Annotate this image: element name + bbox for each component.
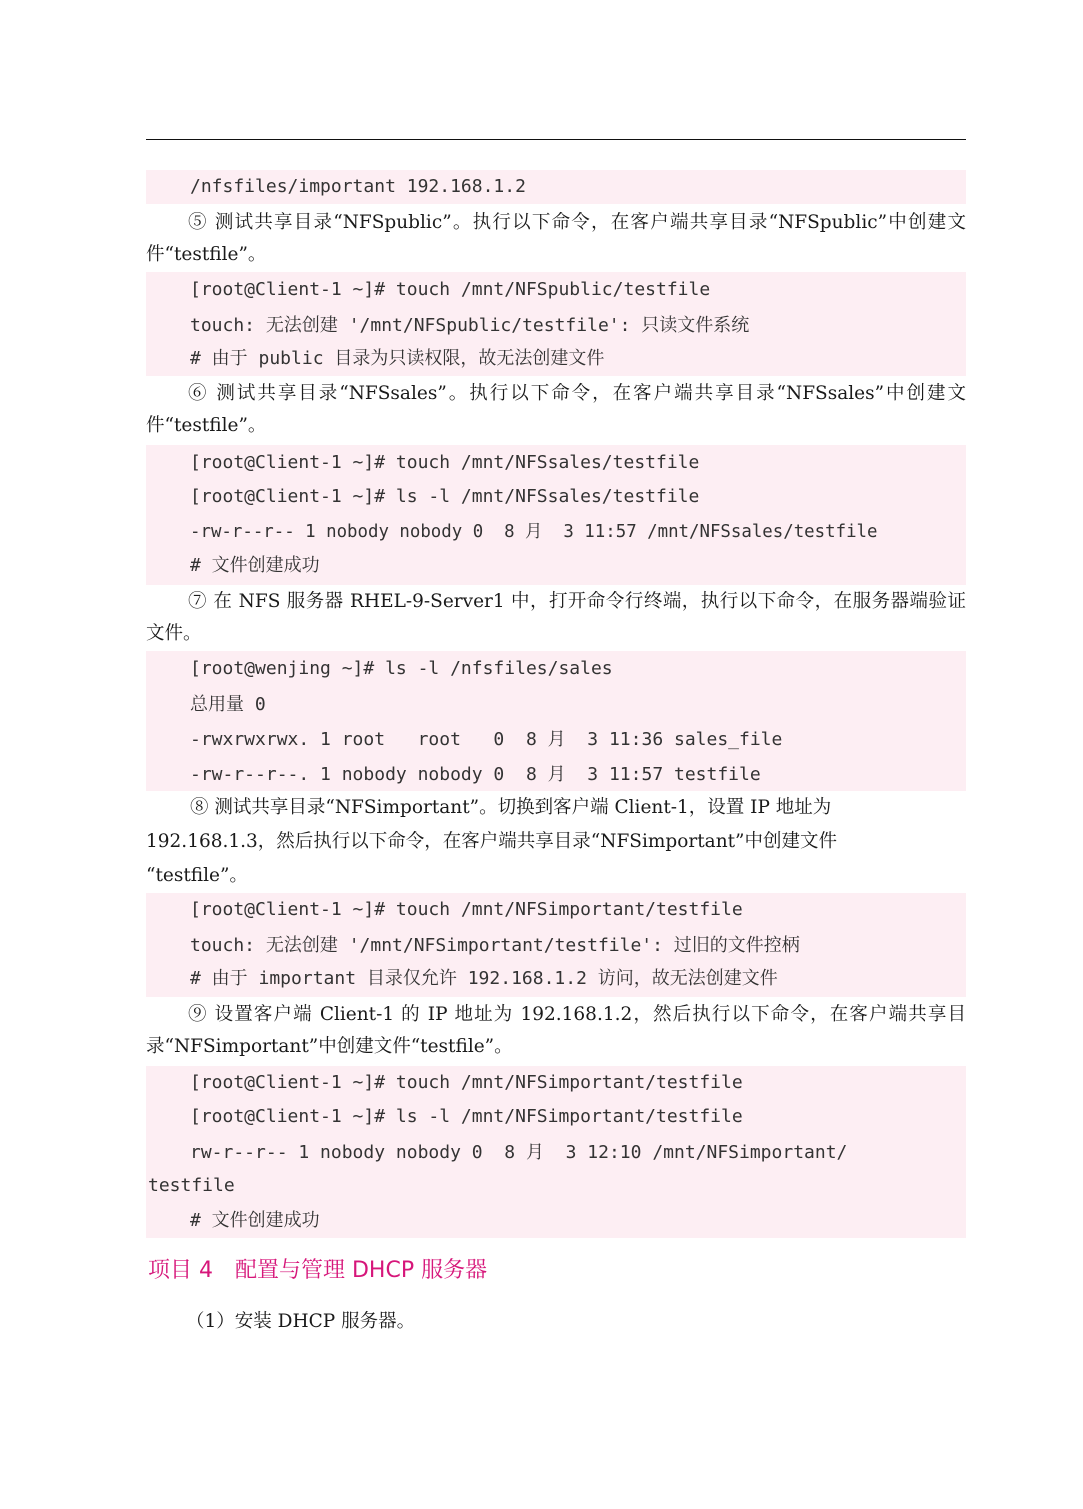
code-line: 总用量 0 xyxy=(190,694,266,715)
code-line: [root@wenjing ~]# ls -l /nfsfiles/sales xyxy=(190,658,613,679)
step-7-paragraph: ⑦ 在 NFS 服务器 RHEL-9-Server1 中，打开命令行终端，执行以下命令，在服务器端验证文件。 xyxy=(146,591,966,644)
section-heading: 项目 4 配置与管理 DHCP 服务器 xyxy=(148,1258,488,1283)
step-6-paragraph: ⑥ 测试共享目录“NFSsales”。执行以下命令，在客户端共享目录“NFSsales”中创建文件“testfile”。 xyxy=(146,383,966,436)
code-line: [root@Client-1 ~]# ls -l /mnt/NFSsales/testfile xyxy=(190,486,700,507)
step-5-paragraph: ⑤ 测试共享目录“NFSpublic”。执行以下命令，在客户端共享目录“NFSpublic”中创建文件“testfile”。 xyxy=(146,212,966,265)
code-comment: # 文件创建成功 xyxy=(190,1210,320,1231)
step-1-text: （1）安装 DHCP 服务器。 xyxy=(186,1311,416,1332)
code-line: testfile xyxy=(148,1175,235,1196)
code-line: [root@Client-1 ~]# ls -l /mnt/NFSimportant/testfile xyxy=(190,1106,743,1127)
code-comment: # 由于 public 目录为只读权限，故无法创建文件 xyxy=(190,348,605,369)
header-rule xyxy=(146,139,966,140)
step-8-line-1: ⑧ 测试共享目录“NFSimportant”。切换到客户端 Client-1，设置 IP 地址为 xyxy=(190,797,832,818)
code-line: [root@Client-1 ~]# touch /mnt/NFSimportant/testfile xyxy=(190,899,743,920)
code-comment: # 文件创建成功 xyxy=(190,555,320,576)
code-line: -rw-r--r-- 1 nobody nobody 0 8 月 3 11:57 /mnt/NFSsales/testfile xyxy=(190,522,878,542)
code-line: [root@Client-1 ~]# touch /mnt/NFSimportant/testfile xyxy=(190,1072,743,1093)
step-8-line-3: “testfile”。 xyxy=(146,865,248,886)
code-line: -rw-r--r--. 1 nobody nobody 0 8 月 3 11:57 testfile xyxy=(190,764,761,785)
code-line: touch: 无法创建 '/mnt/NFSpublic/testfile': 只读文件系统 xyxy=(190,315,750,336)
code-line: touch: 无法创建 '/mnt/NFSimportant/testfile': 过旧的文件控柄 xyxy=(190,935,800,956)
code-line: /nfsfiles/important 192.168.1.2 xyxy=(190,176,526,197)
code-line: [root@Client-1 ~]# touch /mnt/NFSsales/testfile xyxy=(190,452,700,473)
code-comment: # 由于 important 目录仅允许 192.168.1.2 访问，故无法创建文件 xyxy=(190,968,778,989)
code-line: [root@Client-1 ~]# touch /mnt/NFSpublic/testfile xyxy=(190,279,711,300)
step-9-paragraph: ⑨ 设置客户端 Client-1 的 IP 地址为 192.168.1.2，然后执行以下命令，在客户端共享目录“NFSimportant”中创建文件“testfile”。 xyxy=(146,1004,966,1057)
code-line: -rwxrwxrwx. 1 root root 0 8 月 3 11:36 sales_file xyxy=(190,729,783,750)
step-8-line-2: 192.168.1.3，然后执行以下命令，在客户端共享目录“NFSimportant”中创建文件 xyxy=(146,831,838,852)
code-line: rw-r--r-- 1 nobody nobody 0 8 月 3 12:10 /mnt/NFSimportant/ xyxy=(190,1142,848,1163)
